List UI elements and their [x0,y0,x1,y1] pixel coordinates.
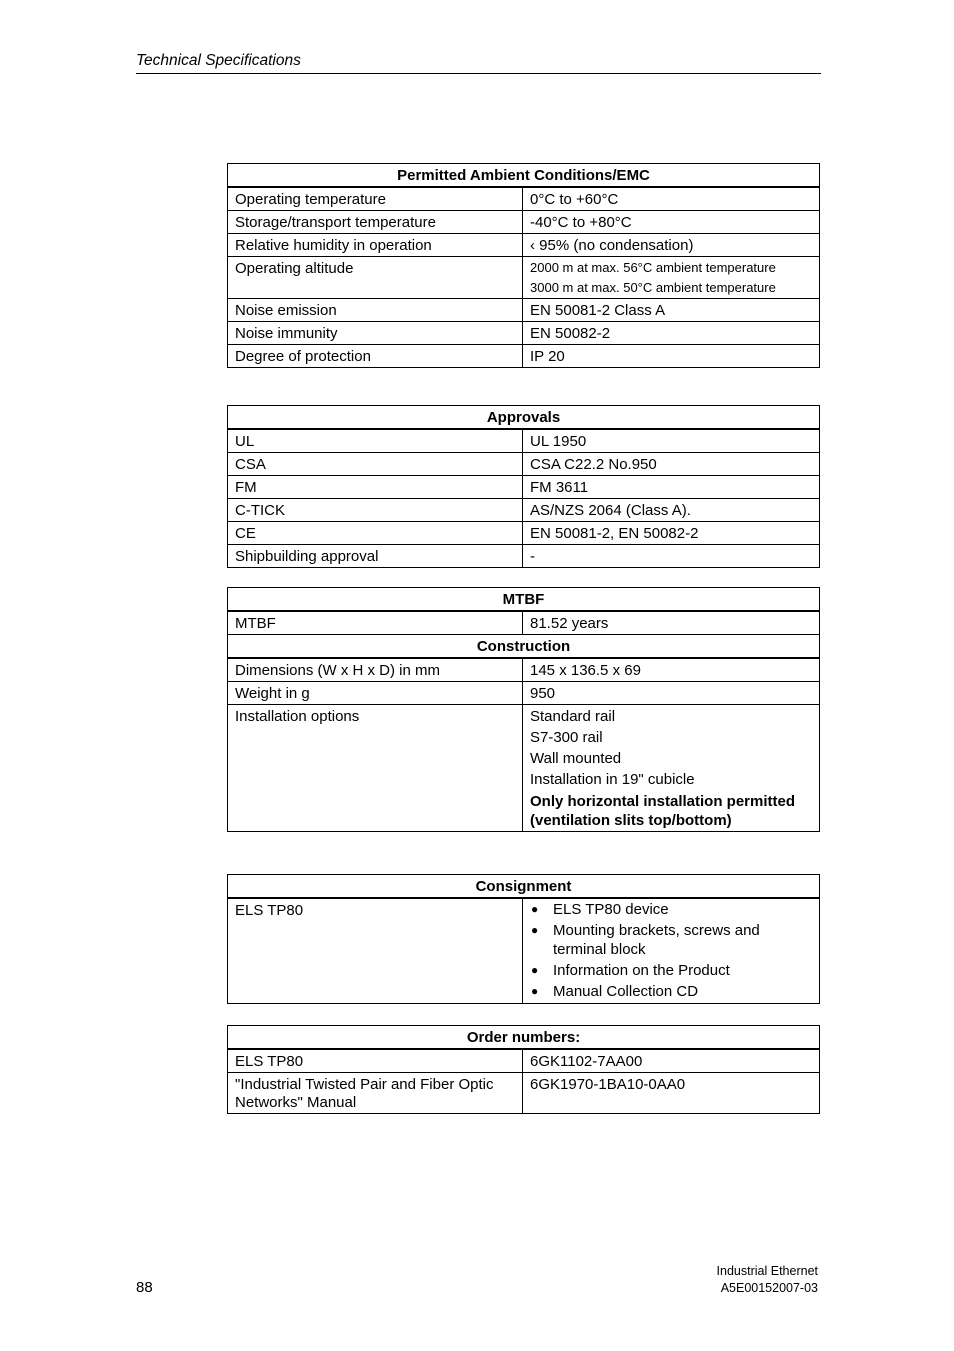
table-row [228,299,820,322]
row-value: 6GK1970-1BA10-0AA0 [523,1073,820,1114]
row-label: Storage/transport temperature [228,211,523,234]
altitude-line-1: 2000 m at max. 56°C ambient temperature [530,260,776,275]
table-row [228,187,820,211]
row-label: "Industrial Twisted Pair and Fiber Optic Networks" Manual [228,1073,523,1114]
bullet-icon: ● [531,984,539,998]
mtbf-construction-table [227,587,820,832]
row-value: - [523,545,820,568]
row-label: ELS TP80 [228,898,523,1004]
row-value: FM 3611 [523,476,820,499]
row-value [523,257,820,299]
bullet-icon: ● [531,902,539,916]
row-value: 145 x 136.5 x 69 [523,658,820,682]
row-label: CSA [228,453,523,476]
table-row [228,322,820,345]
running-header: Technical Specifications [136,52,821,74]
row-value: AS/NZS 2064 (Class A). [523,499,820,522]
installation-option: Installation in 19" cubicle [530,771,695,788]
list-item [530,900,812,919]
row-value: UL 1950 [523,429,820,453]
row-value: EN 50081-2 Class A [523,299,820,322]
row-label: Operating temperature [228,187,523,211]
row-label: Weight in g [228,682,523,705]
table-row [228,522,820,545]
installation-note: (ventilation slits top/bottom) [530,812,732,829]
table-row [228,545,820,568]
footer-doc-number: A5E00152007-03 [720,1281,818,1295]
table-row [228,1049,820,1073]
row-label: Installation options [228,705,523,832]
table-row [228,211,820,234]
row-value: 6GK1102-7AA00 [523,1049,820,1073]
row-label: CE [228,522,523,545]
table-row [228,429,820,453]
bullet-icon: ● [531,923,539,937]
ambient-conditions-table [227,163,820,368]
row-value [523,705,820,832]
row-label: Noise immunity [228,322,523,345]
table-row [228,658,820,682]
installation-option: S7-300 rail [530,729,603,746]
table-title: Permitted Ambient Conditions/EMC [228,164,820,188]
table-row [228,1073,820,1114]
footer-doc-title: Industrial Ethernet [716,1264,818,1278]
row-label: Relative humidity in operation [228,234,523,257]
list-item [530,921,812,959]
row-label: Dimensions (W x H x D) in mm [228,658,523,682]
row-label: FM [228,476,523,499]
footer-doc-info [717,1263,818,1297]
installation-option: Wall mounted [530,750,622,767]
table-row [228,453,820,476]
row-value: IP 20 [523,345,820,368]
row-value: 81.52 years [523,611,820,635]
row-value: CSA C22.2 No.950 [523,453,820,476]
row-label: Operating altitude [228,257,523,299]
list-item-text: Manual Collection CD [553,983,699,1000]
list-item-text: ELS TP80 device [553,901,669,918]
row-value: EN 50082-2 [523,322,820,345]
approvals-table [227,405,820,568]
row-label: Degree of protection [228,345,523,368]
table-row [228,898,820,1004]
bullet-icon: ● [531,963,539,977]
table-row [228,682,820,705]
consignment-list [530,900,812,1001]
order-numbers-table [227,1025,820,1114]
altitude-line-2: 3000 m at max. 50°C ambient temperature [530,280,776,295]
table-row [228,257,820,299]
consignment-table [227,874,820,1004]
page-number: 88 [136,1279,153,1296]
list-item [530,982,812,1001]
table-title: MTBF [228,588,820,612]
row-label: C-TICK [228,499,523,522]
installation-note: Only horizontal installation permitted [530,793,796,810]
row-value: 950 [523,682,820,705]
row-value: ‹ 95% (no condensation) [523,234,820,257]
list-item [530,961,812,980]
row-value: 0°C to +60°C [523,187,820,211]
row-label: Shipbuilding approval [228,545,523,568]
table-title: Order numbers: [228,1026,820,1050]
row-value [523,898,820,1004]
table-row [228,611,820,635]
table-title: Consignment [228,875,820,899]
table-title: Approvals [228,406,820,430]
list-item-text: Information on the Product [553,962,730,979]
table-row [228,476,820,499]
table-row [228,234,820,257]
table-row [228,345,820,368]
installation-option: Standard rail [530,708,616,725]
row-label: UL [228,429,523,453]
table-row [228,499,820,522]
section-title: Construction [228,635,820,659]
row-label: ELS TP80 [228,1049,523,1073]
row-label: Noise emission [228,299,523,322]
row-value: EN 50081-2, EN 50082-2 [523,522,820,545]
row-label: MTBF [228,611,523,635]
table-row [228,705,820,832]
list-item-text: Mounting brackets, screws and terminal block [553,922,760,958]
row-value: -40°C to +80°C [523,211,820,234]
